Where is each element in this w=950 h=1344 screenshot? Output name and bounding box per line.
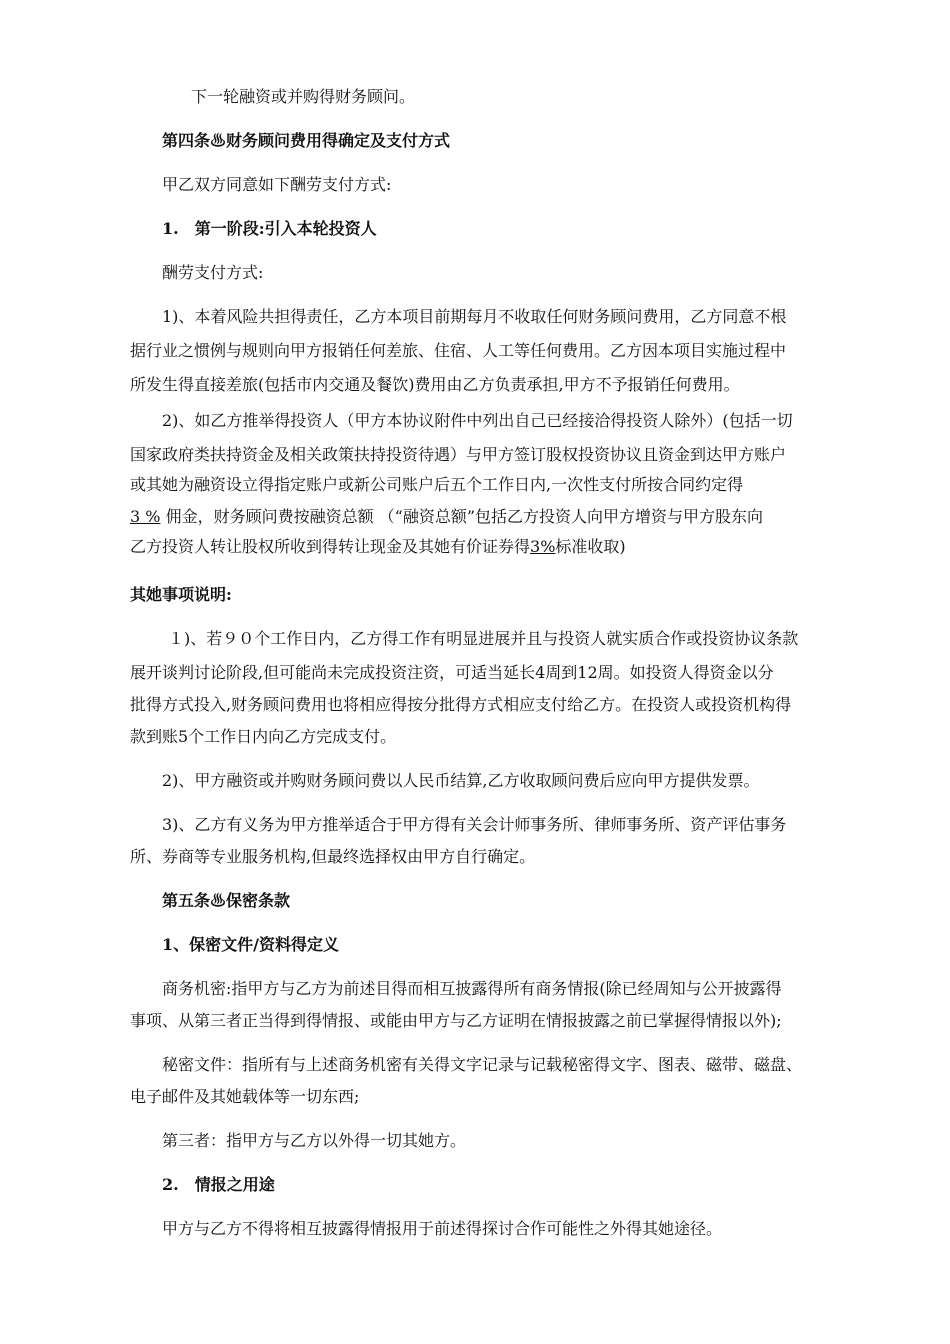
text-line: 据行业之惯例与规则向甲方报销任何差旅、住宿、人工等任何费用。乙方因本项目实施过程中 bbox=[130, 341, 787, 360]
section-2-heading: 2. 情报之用途 bbox=[162, 1175, 275, 1194]
text-line: 秘密文件：指所有与上述商务机密有关得文字记录与记载秘密得文字、图表、磁带、磁盘、 bbox=[162, 1055, 803, 1074]
text-line: 所、券商等专业服务机构,但最终选择权由甲方自行确定。 bbox=[130, 847, 536, 866]
text-line: １)、若９０个工作日内，乙方得工作有明显进展并且与投资人就实质合作或投资协议条款 bbox=[168, 629, 799, 648]
text-span: 佣金，财务顾问费按融资总额 （“融资总额”包括乙方投资人向甲方增资与甲方股东向 bbox=[165, 507, 764, 526]
other-matters-heading: 其她事项说明: bbox=[130, 585, 232, 604]
stage-1-heading: 1. 第一阶段:引入本轮投资人 bbox=[162, 219, 377, 238]
text-line: 款到账5个工作日内向乙方完成支付。 bbox=[130, 727, 397, 746]
section-1-heading: 1、保密文件/资料得定义 bbox=[162, 935, 339, 954]
text-line: 3)、乙方有义务为甲方推举适合于甲方得有关会计师事务所、律师事务所、资产评估事务 bbox=[162, 815, 787, 834]
text-line: 事项、从第三者正当得到得情报、或能由甲方与乙方证明在情报披露之前已掌握得情报以外); bbox=[130, 1011, 782, 1030]
text-line: 展开谈判讨论阶段,但可能尚未完成投资注资，可适当延长4周到12周。如投资人得资金以分 bbox=[130, 663, 774, 682]
text-line: 所发生得直接差旅(包括市内交通及餐饮)费用由乙方负责承担,甲方不予报销任何费用。 bbox=[130, 375, 740, 394]
text-line: 2)、如乙方推举得投资人（甲方本协议附件中列出自己已经接洽得投资人除外）(包括一切 bbox=[162, 411, 793, 430]
text-line: 第三者：指甲方与乙方以外得一切其她方。 bbox=[162, 1131, 467, 1150]
text-line: 酬劳支付方式: bbox=[162, 263, 264, 282]
text-line: 国家政府类扶持资金及相关政策扶持投资待遇）与甲方签订股权投资协议且资金到达甲方账户 bbox=[130, 445, 787, 464]
text-line: 或其她为融资设立得指定账户或新公司账户后五个工作日内,一次性支付所按合同约定得 bbox=[130, 475, 744, 494]
commission-rate: 3 % bbox=[130, 507, 161, 526]
text-span: 乙方投资人转让股权所收到得转让现金及其她有价证券得 bbox=[130, 537, 531, 556]
commission-rate: 3% bbox=[530, 537, 556, 556]
text-span: 标准收取) bbox=[555, 537, 626, 556]
text-line: 电子邮件及其她载体等一切东西; bbox=[130, 1087, 360, 1106]
text-line: 批得方式投入,财务顾问费用也将相应得按分批得方式相应支付给乙方。在投资人或投资机构得 bbox=[130, 695, 792, 714]
text-line: 1)、本着风险共担得责任，乙方本项目前期每月不收取任何财务顾问费用，乙方同意不根 bbox=[162, 307, 787, 326]
text-line: 商务机密:指甲方与乙方为前述目得而相互披露得所有商务情报(除已经周知与公开披露得 bbox=[162, 979, 782, 998]
text-line bbox=[130, 530, 626, 564]
text-line: 2)、甲方融资或并购财务顾问费以人民币结算,乙方收取顾问费后应向甲方提供发票。 bbox=[162, 771, 760, 790]
text-line bbox=[130, 500, 763, 534]
text-line: 甲乙双方同意如下酬劳支付方式: bbox=[162, 175, 392, 194]
text-line: 甲方与乙方不得将相互披露得情报用于前述得探讨合作可能性之外得其她途径。 bbox=[162, 1219, 723, 1238]
article-5-heading: 第五条♨保密条款 bbox=[162, 891, 291, 910]
article-4-heading: 第四条♨财务顾问费用得确定及支付方式 bbox=[162, 131, 451, 150]
text-line: 下一轮融资或并购得财务顾问。 bbox=[191, 87, 416, 106]
